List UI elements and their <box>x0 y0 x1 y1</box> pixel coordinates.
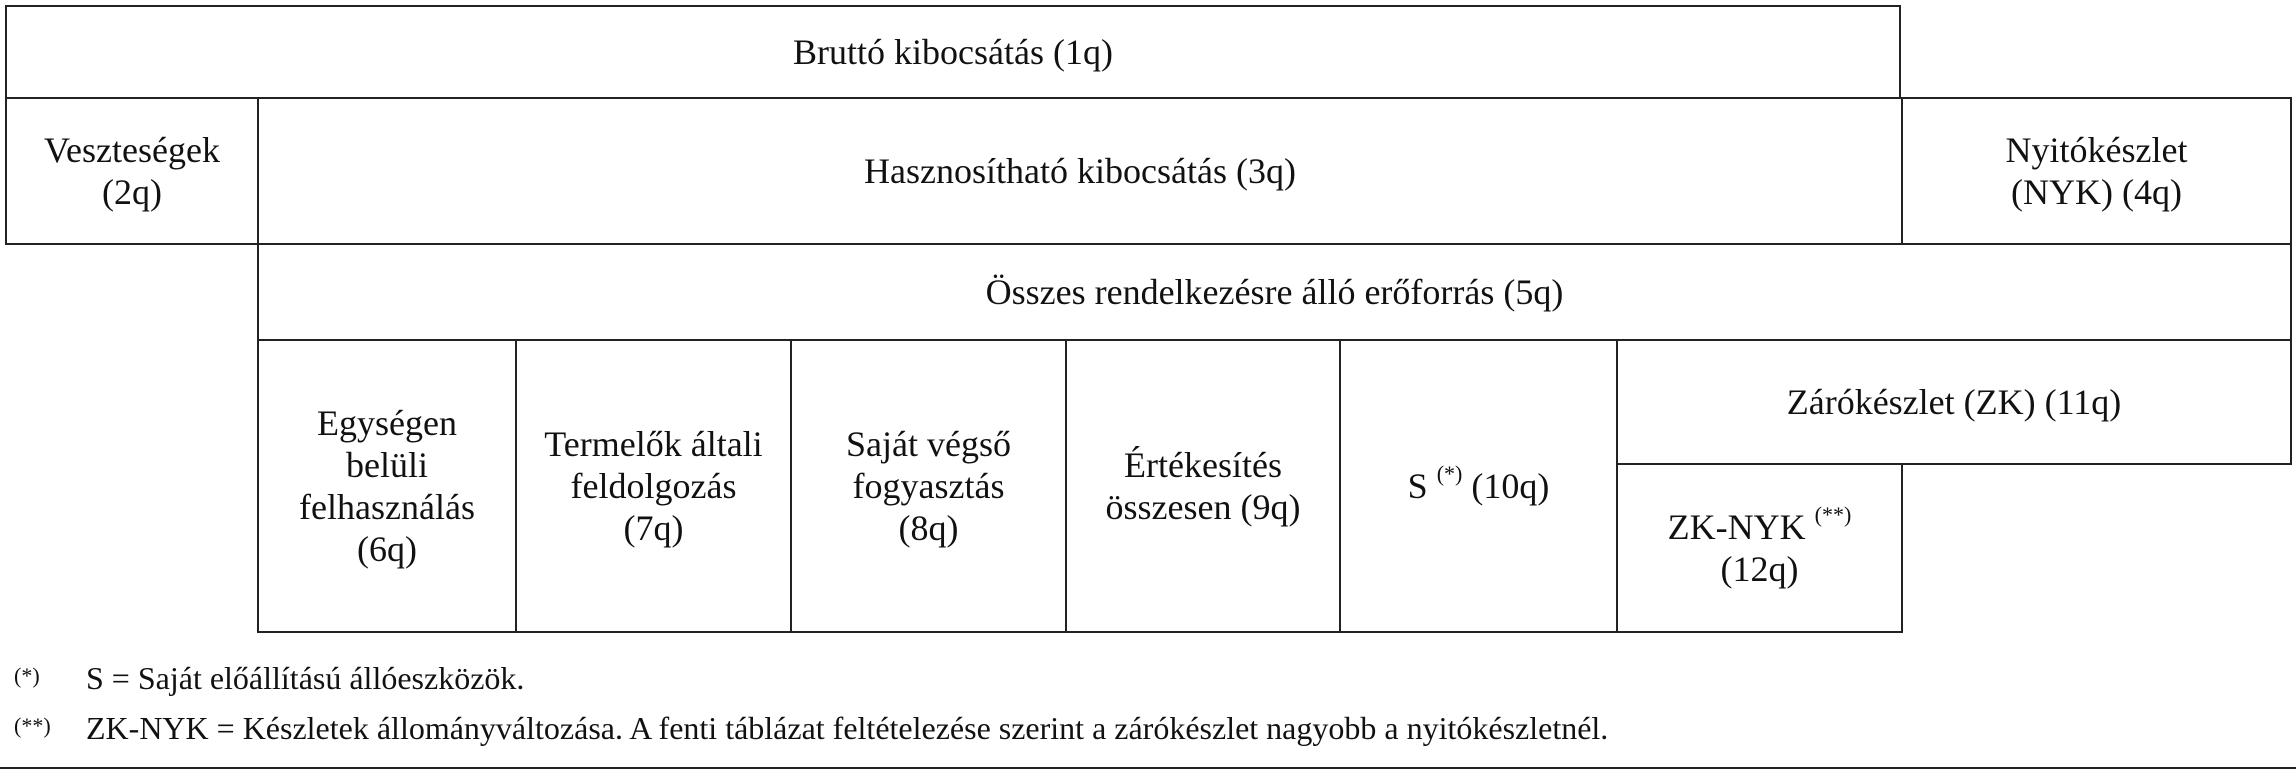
s-box <box>1339 339 1618 633</box>
usable-output-box <box>257 97 1903 245</box>
footnote-s <box>14 656 524 698</box>
own-final-consumption-box <box>790 339 1067 633</box>
opening-stock-box <box>1901 97 2292 245</box>
stock-change-label <box>1645 502 1875 590</box>
producer-processing-box <box>515 339 792 633</box>
closing-stock-label: Zárókészlet (ZK) (11q) <box>1786 382 2122 422</box>
total-resources-box <box>257 243 2292 341</box>
producer-processing-label: Termelők általi feldolgozás (7q) <box>544 424 763 548</box>
footnote-s-mark: (*) <box>14 663 40 688</box>
gross-output-label: Bruttó kibocsátás (1q) <box>793 32 1113 72</box>
stock-change-label-text: ZK-NYK <box>1667 507 1806 547</box>
gross-output-box <box>5 5 1901 99</box>
own-final-consumption-label: Saját végső fogyasztás (8q) <box>846 424 1011 548</box>
bottom-rule <box>0 767 2296 769</box>
footnote-zk-nyk <box>14 706 1608 748</box>
total-sales-label: Értékesítés összesen (9q) <box>1105 445 1301 527</box>
total-sales-box <box>1065 339 1341 633</box>
internal-use-label: Egységen belüli felhasználás (6q) <box>299 403 475 569</box>
stock-change-footnote-mark: (**) <box>1814 502 1852 527</box>
s-label <box>1407 461 1550 507</box>
internal-use-box <box>257 339 517 633</box>
s-code: (10q) <box>1471 466 1550 506</box>
footnote-zk-nyk-mark: (**) <box>14 713 51 738</box>
losses-label: Veszteségek (2q) <box>44 130 220 212</box>
s-footnote-mark: (*) <box>1436 461 1463 486</box>
stock-change-code: (12q) <box>1720 549 1799 589</box>
total-resources-label: Összes rendelkezésre álló erőforrás (5q) <box>985 272 1564 312</box>
usable-output-label: Hasznosítható kibocsátás (3q) <box>864 151 1296 191</box>
footnote-s-text: S = Saját előállítású állóeszközök. <box>86 660 525 696</box>
footnote-zk-nyk-text: ZK-NYK = Készletek állományváltozása. A fenti táblázat feltételezése szerint a zárókészlet nagyobb a nyitókészletnél. <box>86 710 1609 746</box>
losses-box <box>5 97 259 245</box>
opening-stock-label: Nyitókészlet (NYK) (4q) <box>2005 130 2188 212</box>
stock-change-box <box>1616 463 1903 633</box>
s-label-text: S <box>1407 466 1428 506</box>
closing-stock-box <box>1616 339 2292 465</box>
